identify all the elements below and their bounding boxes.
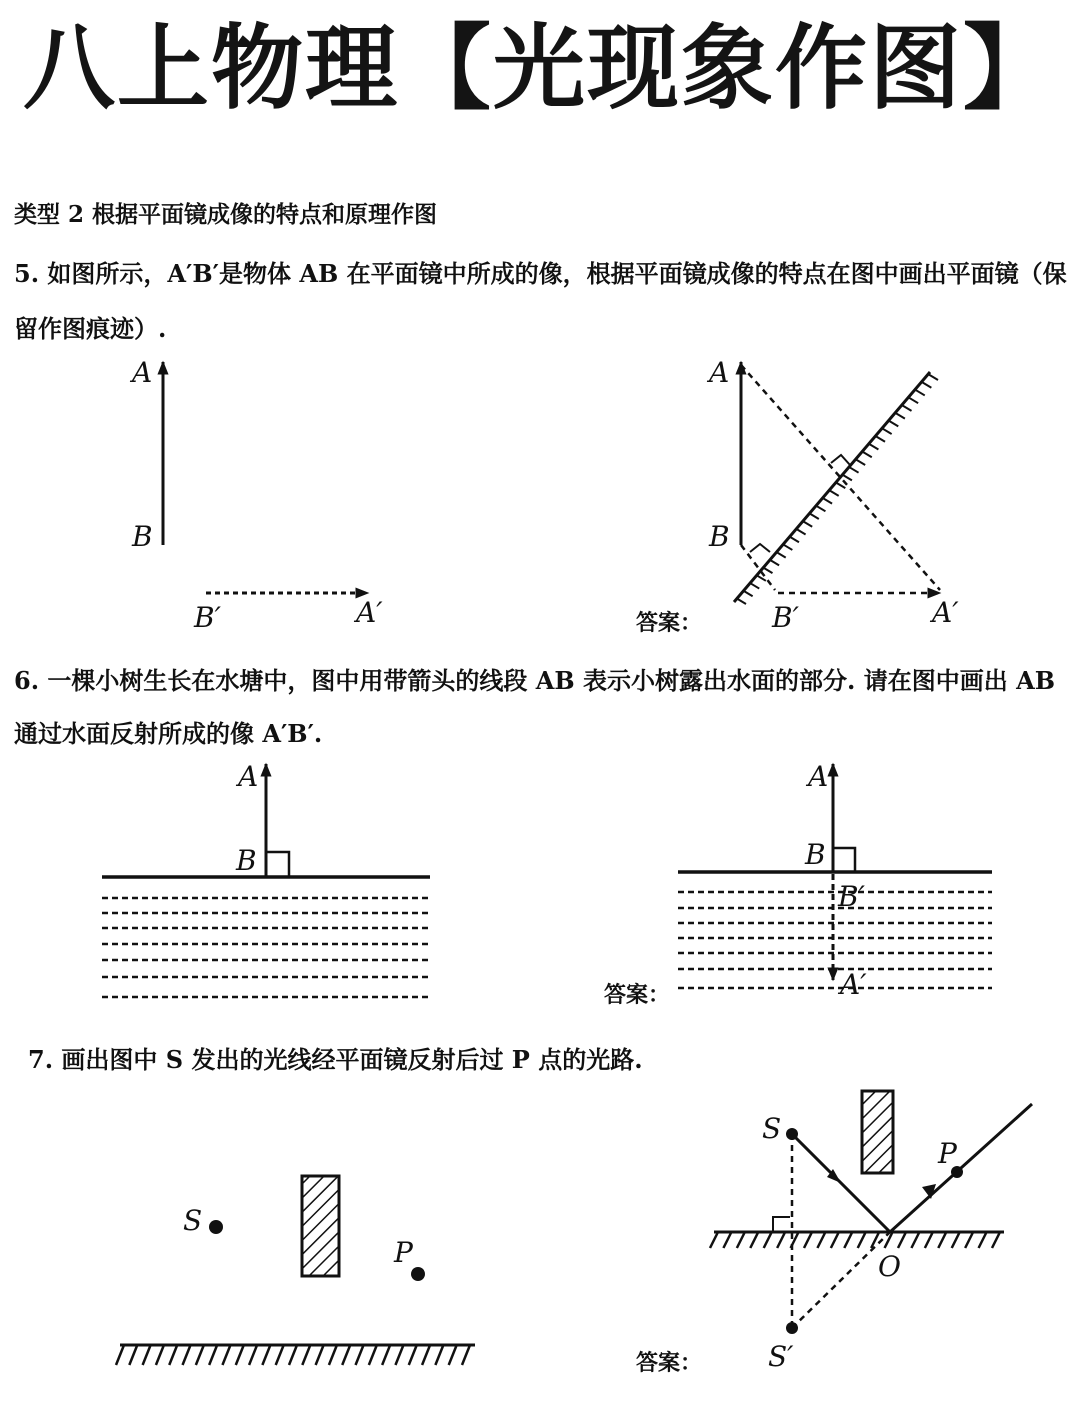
hatch-mark	[952, 1232, 960, 1248]
q7-mirror-hatch	[116, 1345, 470, 1365]
hatch-mark	[882, 428, 892, 434]
page-title: 八上物理【光现象作图】	[22, 15, 1057, 122]
q6-ans-right-angle	[833, 848, 855, 872]
q5-ans-label-b-prime: B′	[772, 601, 799, 634]
q7-ans-label-p: P	[938, 1137, 957, 1170]
q5-label-b-prime: B′	[194, 601, 221, 634]
q5-ans-right-angle-1	[831, 455, 850, 465]
q6-text-line2: 通过水面反射所成的像 A′B′.	[14, 719, 323, 748]
hatch-mark	[902, 405, 912, 411]
hatch-mark	[329, 1345, 337, 1365]
q6-ans-water-lines	[678, 892, 992, 988]
hatch-mark	[750, 1232, 758, 1248]
q5-ans-right-angle-2	[750, 544, 770, 552]
hatch-mark	[915, 389, 925, 395]
hatch-mark	[249, 1345, 257, 1365]
hatch-mark	[928, 374, 938, 380]
hatch-mark	[908, 397, 918, 403]
hatch-mark	[849, 467, 859, 473]
hatch-mark	[809, 513, 819, 519]
hatch-mark	[764, 1232, 772, 1248]
hatch-mark	[868, 444, 878, 450]
hatch-mark	[829, 490, 839, 496]
q7-ans-label-s: S	[762, 1112, 782, 1145]
q5-answer-label: 答案：	[636, 610, 703, 636]
q7-label-p: P	[394, 1236, 413, 1269]
q7-question-figure	[116, 1176, 475, 1365]
hatch-mark	[409, 1345, 417, 1365]
hatch-mark	[302, 1345, 310, 1365]
q5-label-a-prime: A′	[356, 596, 383, 629]
q7-ans-mirror-hatch	[710, 1232, 1000, 1248]
q5-question-figure	[129, 356, 383, 634]
hatch-mark	[888, 420, 898, 426]
hatch-mark	[875, 436, 885, 442]
hatch-mark	[316, 1345, 324, 1365]
hatch-mark	[169, 1345, 177, 1365]
q6-ans-label-a-prime: A′	[840, 968, 867, 1001]
hatch-mark	[382, 1345, 390, 1365]
q7-ans-label-o: O	[878, 1250, 901, 1283]
q5-text-line2: 留作图痕迹）.	[14, 314, 167, 343]
q6-ans-label-a: A	[808, 760, 829, 793]
hatch-mark	[276, 1345, 284, 1365]
q7-point-s	[209, 1220, 223, 1234]
hatch-mark	[369, 1345, 377, 1365]
hatch-mark	[116, 1345, 124, 1365]
hatch-mark	[736, 598, 746, 604]
q5-label-a: A	[132, 356, 153, 389]
q6-answer-label: 答案：	[604, 982, 671, 1008]
hatch-mark	[395, 1345, 403, 1365]
q5-answer-figure	[706, 356, 959, 634]
q6-ans-label-b-prime: B′	[838, 880, 865, 913]
hatch-mark	[236, 1345, 244, 1365]
q7-answer-figure	[710, 1091, 1032, 1373]
hatch-mark	[776, 552, 786, 558]
q5-ans-label-a-prime: A′	[932, 596, 959, 629]
q6-answer-figure	[678, 760, 992, 1001]
hatch-mark	[222, 1345, 230, 1365]
hatch-mark	[342, 1345, 350, 1365]
hatch-mark	[749, 583, 759, 589]
hatch-mark	[855, 459, 865, 465]
hatch-mark	[844, 1232, 852, 1248]
q5-label-b: B	[132, 520, 153, 553]
hatch-mark	[871, 1232, 879, 1248]
hatch-mark	[462, 1345, 470, 1365]
hatch-mark	[842, 474, 852, 480]
q7-ans-virtual-ray	[792, 1232, 890, 1328]
hatch-mark	[925, 1232, 933, 1248]
q5-ans-label-a: A	[709, 356, 730, 389]
hatch-mark	[938, 1232, 946, 1248]
hatch-mark	[262, 1345, 270, 1365]
q7-ans-point-s-prime	[786, 1322, 798, 1334]
hatch-mark	[992, 1232, 1000, 1248]
hatch-mark	[449, 1345, 457, 1365]
hatch-mark	[822, 498, 832, 504]
hatch-mark	[737, 1232, 745, 1248]
hatch-mark	[858, 1232, 866, 1248]
hatch-mark	[815, 505, 825, 511]
hatch-mark	[209, 1345, 217, 1365]
q7-ans-obstacle	[862, 1091, 893, 1173]
hatch-mark	[911, 1232, 919, 1248]
q6-water-lines	[102, 898, 430, 997]
hatch-mark	[789, 536, 799, 542]
section-title: 类型 2 根据平面镜成像的特点和原理作图	[14, 201, 438, 228]
hatch-mark	[743, 590, 753, 596]
hatch-mark	[817, 1232, 825, 1248]
hatch-mark	[862, 451, 872, 457]
hatch-mark	[804, 1232, 812, 1248]
q6-right-angle	[266, 852, 289, 876]
hatch-mark	[921, 382, 931, 388]
hatch-mark	[723, 1232, 731, 1248]
hatch-mark	[898, 1232, 906, 1248]
q7-ans-right-angle	[773, 1217, 790, 1232]
hatch-mark	[183, 1345, 191, 1365]
q7-obstacle	[302, 1176, 339, 1276]
hatch-mark	[777, 1232, 785, 1248]
hatch-mark	[289, 1345, 297, 1365]
q6-question-figure	[102, 760, 430, 997]
hatch-mark	[435, 1345, 443, 1365]
hatch-mark	[895, 413, 905, 419]
q7-answer-label: 答案：	[636, 1350, 703, 1376]
q5-text-line1: 5. 如图所示，A′B′是物体 AB 在平面镜中所成的像，根据平面镜成像的特点在图中画出平面镜（保	[14, 259, 1067, 288]
q7-text: 7. 画出图中 S 发出的光线经平面镜反射后过 P 点的光路.	[28, 1045, 643, 1074]
q6-label-b: B	[236, 844, 257, 877]
hatch-mark	[762, 567, 772, 573]
q7-ans-label-s-prime: S′	[768, 1340, 794, 1373]
q7-label-s: S	[183, 1204, 203, 1237]
hatch-mark	[710, 1232, 718, 1248]
q5-ans-label-b: B	[709, 520, 730, 553]
hatch-mark	[356, 1345, 364, 1365]
hatch-mark	[769, 559, 779, 565]
hatch-mark	[196, 1345, 204, 1365]
q5-ans-mirror-hatch	[736, 374, 938, 604]
q6-ans-label-b: B	[805, 838, 826, 871]
hatch-mark	[129, 1345, 137, 1365]
hatch-mark	[782, 544, 792, 550]
hatch-mark	[979, 1232, 987, 1248]
q6-label-a: A	[238, 760, 259, 793]
hatch-mark	[831, 1232, 839, 1248]
hatch-mark	[796, 528, 806, 534]
hatch-mark	[143, 1345, 151, 1365]
hatch-mark	[156, 1345, 164, 1365]
hatch-mark	[422, 1345, 430, 1365]
hatch-mark	[802, 521, 812, 527]
q7-point-p	[411, 1267, 425, 1281]
hatch-mark	[965, 1232, 973, 1248]
q6-text-line1: 6. 一棵小树生长在水塘中，图中用带箭头的线段 AB 表示小树露出水面的部分. 请在图中画出 AB	[14, 666, 1055, 695]
